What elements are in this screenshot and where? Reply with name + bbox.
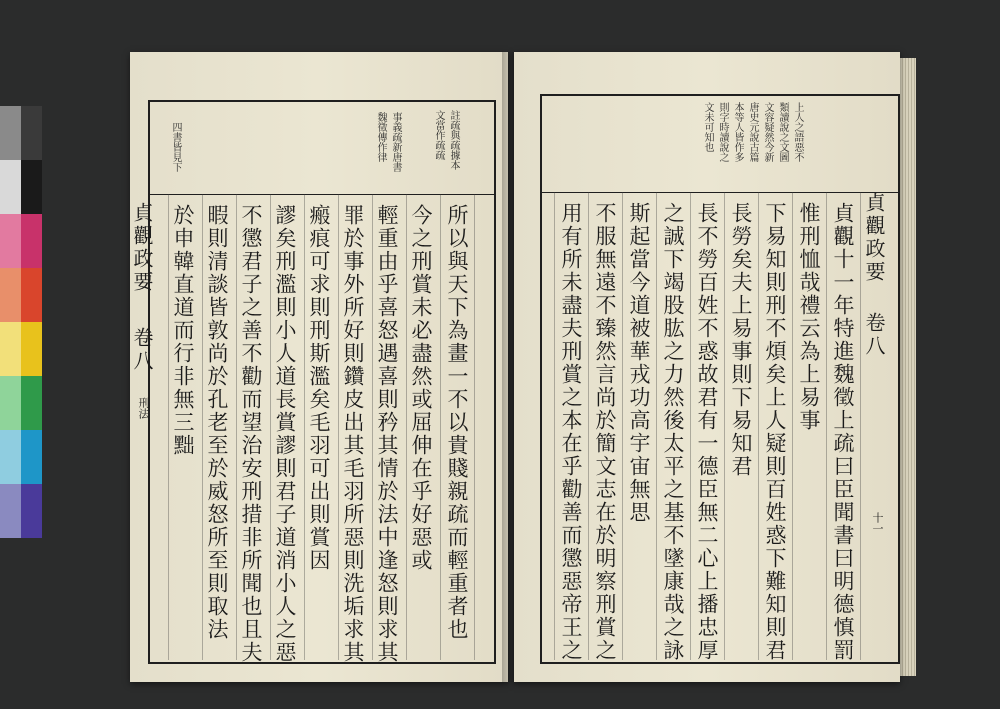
- column-rule: [202, 194, 203, 660]
- column-rule: [168, 194, 169, 660]
- left-juan-label: 卷八: [130, 327, 154, 373]
- calibration-chip: [21, 484, 42, 538]
- column-rule: [588, 192, 589, 660]
- calibration-chip: [21, 106, 42, 160]
- left-text-column-7: 不懲君子之善不勸而望治安刑措非所聞也且夫: [239, 204, 263, 664]
- calibration-chip: [21, 160, 42, 214]
- calibration-chip: [21, 214, 42, 268]
- color-calibration-strip: [0, 106, 42, 596]
- right-text-column-9: 用有所未盡夫刑賞之本在乎勸善而懲惡帝王之: [559, 202, 583, 662]
- calibration-chip: [0, 484, 21, 538]
- left-note-1: 註疏與疏據本: [448, 110, 459, 170]
- page-edges: [900, 58, 916, 676]
- left-text-column-1: 所以與天下為畫一不以貴賤親疏而輕重者也: [445, 204, 469, 641]
- left-text-column-4: 罪於事外所好則鑽皮出其毛羽所惡則洗垢求其: [341, 204, 365, 664]
- column-rule: [792, 192, 793, 660]
- left-section-label: 刑法: [137, 397, 150, 419]
- column-rule: [656, 192, 657, 660]
- left-text-column-9: 於申韓直道而行非無三黜: [171, 204, 195, 457]
- column-rule: [236, 194, 237, 660]
- column-rule: [622, 192, 623, 660]
- calibration-chip: [21, 430, 42, 484]
- column-rule: [758, 192, 759, 660]
- left-text-column-3: 輕重由乎喜怒遇喜則矜其情於法中逢怒則求其: [375, 204, 399, 664]
- left-note-4: 魏徵傳作律: [375, 112, 386, 162]
- column-rule: [474, 194, 475, 660]
- right-running-header: 貞觀政要: [862, 192, 886, 284]
- column-rule: [270, 194, 271, 660]
- right-text-column-1: 貞觀十一年特進魏徵上疏曰臣聞書曰明德慎罰: [831, 202, 855, 662]
- left-text-column-6: 謬矣刑濫則小人道長賞謬則君子道消小人之惡: [273, 204, 297, 664]
- right-text-column-5: 長不勞百姓不惑故君有一德臣無二心上播忠厚: [695, 202, 719, 662]
- right-text-column-2: 惟刑恤哉禮云為上易事: [797, 202, 821, 432]
- right-note-6: 則字時讀說之: [717, 102, 728, 162]
- column-rule: [724, 192, 725, 660]
- calibration-chip: [0, 160, 21, 214]
- left-running-header: 貞觀政要: [130, 202, 154, 294]
- left-text-column-2: 今之刑賞未必盡然或屈伸在乎好惡或: [409, 204, 433, 572]
- calibration-chip: [21, 268, 42, 322]
- right-text-column-7: 斯起當今道被華戎功高宇宙無思: [627, 202, 651, 524]
- right-note-7: 文未可知也: [702, 102, 713, 152]
- left-text-column-5: 瘢痕可求則刑斯濫矣毛羽可出則賞因: [307, 204, 331, 572]
- left-note-2: 文當作疏疏: [433, 110, 444, 160]
- calibration-chip: [21, 322, 42, 376]
- left-note-3: 事義疏新唐書: [390, 112, 401, 172]
- right-page: [514, 52, 900, 682]
- column-rule: [406, 194, 407, 660]
- right-note-5: 本等人皆作多: [732, 102, 743, 162]
- column-rule: [440, 194, 441, 660]
- calibration-chip: [0, 268, 21, 322]
- column-rule: [304, 194, 305, 660]
- column-rule: [690, 192, 691, 660]
- calibration-chip: [0, 322, 21, 376]
- right-juan-label: 卷八: [862, 312, 886, 358]
- right-folio-number: 十一: [871, 512, 884, 534]
- right-note-3: 文容疑然今新: [762, 102, 773, 162]
- right-text-column-3: 下易知則刑不煩矣上人疑則百姓惑下難知則君: [763, 202, 787, 662]
- right-text-column-8: 不服無遠不臻然言尚於簡文志在於明察刑賞之: [593, 202, 617, 662]
- calibration-chip: [0, 214, 21, 268]
- left-note-5: 四書皆見下: [170, 122, 181, 172]
- calibration-chip: [21, 376, 42, 430]
- left-text-column-8: 暇則清談皆敦尚於孔老至於威怒所至則取法: [205, 204, 229, 641]
- open-book: [110, 40, 920, 695]
- right-text-column-6: 之誠下竭股肱之力然後太平之基不墜康哉之詠: [661, 202, 685, 662]
- left-frame-rule: [148, 194, 494, 195]
- right-note-1: 上人之語惡不: [792, 102, 803, 162]
- right-text-column-4: 長勞矣夫上易事則下易知君: [729, 202, 753, 478]
- column-rule: [826, 192, 827, 660]
- calibration-chip: [0, 430, 21, 484]
- column-rule: [338, 194, 339, 660]
- right-frame-rule: [540, 192, 898, 193]
- column-rule: [554, 192, 555, 660]
- calibration-chip: [0, 376, 21, 430]
- column-rule: [372, 194, 373, 660]
- right-note-4: 唐史元說古篇: [747, 102, 758, 162]
- calibration-chip: [0, 106, 21, 160]
- left-page: [130, 52, 508, 682]
- column-rule: [860, 192, 861, 660]
- right-note-2: 類讀說之文圖: [777, 102, 788, 162]
